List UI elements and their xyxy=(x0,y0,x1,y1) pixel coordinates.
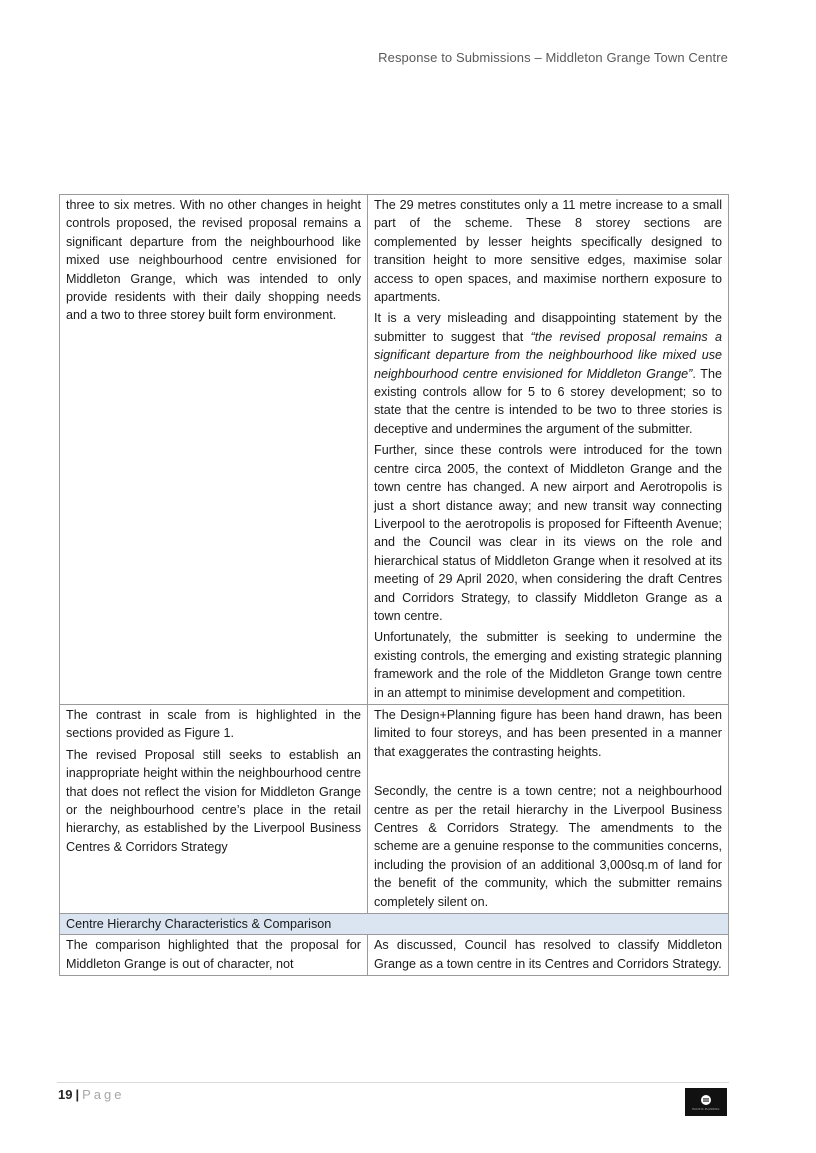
logo-text: PACIFIC PLANNING xyxy=(692,1107,720,1111)
page-number-value: 19 xyxy=(58,1087,73,1102)
table-row xyxy=(60,935,729,976)
submissions-response-table xyxy=(59,194,729,976)
response-cell xyxy=(368,195,729,705)
response-paragraph: Secondly, the centre is a town centre; not a neighbourhood centre as per the retail hierarchy in the Liverpool Business Centres & Corridors Strategy. The amendments to the scheme are a genuine response to the communities concerns, including the provision of an additional 3,000sq.m of land for the benefit of the community, which the submitter remains completely silent on. xyxy=(374,784,722,909)
response-paragraph xyxy=(374,309,722,438)
submission-cell xyxy=(60,935,368,976)
page-word: Page xyxy=(82,1087,125,1102)
response-paragraph: The Design+Planning figure has been hand drawn, has been limited to four storeys, and has been presented in a manner that exaggerates the contrasting heights. xyxy=(374,707,722,759)
section-heading: Centre Hierarchy Characteristics & Comparison xyxy=(60,914,729,935)
submission-cell xyxy=(60,195,368,705)
logo-mark-icon xyxy=(700,1094,712,1106)
submission-paragraph: The revised Proposal still seeks to establish an inappropriate height within the neighbourhood centre that does not reflect the vision for Middleton Grange or the neighbourhood centre’s place in the retail hierarchy, as established by the Liverpool Business Centres & Corridors Strategy xyxy=(66,747,361,854)
submission-paragraph: The contrast in scale from is highlighted in the sections provided as Figure 1. xyxy=(66,707,361,741)
page-separator: | xyxy=(75,1087,80,1102)
submission-paragraph: The comparison highlighted that the proposal for Middleton Grange is out of character, not xyxy=(66,938,361,971)
submission-cell xyxy=(60,704,368,913)
footer-divider xyxy=(57,1082,729,1083)
section-heading-row xyxy=(60,914,729,935)
response-paragraph: Unfortunately, the submitter is seeking to undermine the existing controls, the emerging and existing strategic planning framework and the role of the Middleton Grange town centre in an attempt to minimise development and competition. xyxy=(374,630,722,700)
table-row xyxy=(60,195,729,705)
company-logo xyxy=(685,1088,727,1116)
response-text: It is a very misleading and disappointing statement by the submitter to suggest that xyxy=(374,311,722,344)
response-cell xyxy=(368,704,729,913)
table-row xyxy=(60,704,729,913)
response-paragraph: As discussed, Council has resolved to classify Middleton Grange as a town centre in its Centres and Corridors Strategy. xyxy=(374,938,722,971)
running-header: Response to Submissions – Middleton Grange Town Centre xyxy=(378,50,728,65)
response-text: . The existing controls allow for 5 to 6 storey development; so to state that the centre is intended to be two to three stories is deceptive and undermines the argument of the submitter. xyxy=(374,366,722,436)
response-cell xyxy=(368,935,729,976)
response-paragraph: Further, since these controls were introduced for the town centre circa 2005, the context of Middleton Grange and the town centre has changed. A new airport and Aerotropolis is just a short distance away; and new transit way connecting Liverpool to the aerotropolis is proposed for Fifteenth Avenue; and the Council was clear in its views on the role and hierarchical status of Middleton Grange when it resolved at its meeting of 29 April 2020, when considering the draft Centres and Corridors Strategy, to classify Middleton Grange as a town centre. xyxy=(374,443,722,623)
response-paragraph: The 29 metres constitutes only a 11 metre increase to a small part of the scheme. These 8 storey sections are complemented by lesser heights specifically designed to transition height to more sensitive edges, maximise solar access to open spaces, and maximise northern exposure to apartments. xyxy=(374,198,722,305)
quoted-submission: “the revised proposal remains a significant departure from the neighbourhood like mixed use neighbourhood centre envisioned for Middleton Grange” xyxy=(374,329,722,381)
submission-paragraph: three to six metres. With no other changes in height controls proposed, the revised proposal remains a significant departure from the neighbourhood like mixed use neighbourhood centre envisioned for Middleton Grange, which was intended to only provide residents with their daily shopping needs and a two to three storey built form environment. xyxy=(66,198,361,323)
page-number xyxy=(58,1087,124,1102)
